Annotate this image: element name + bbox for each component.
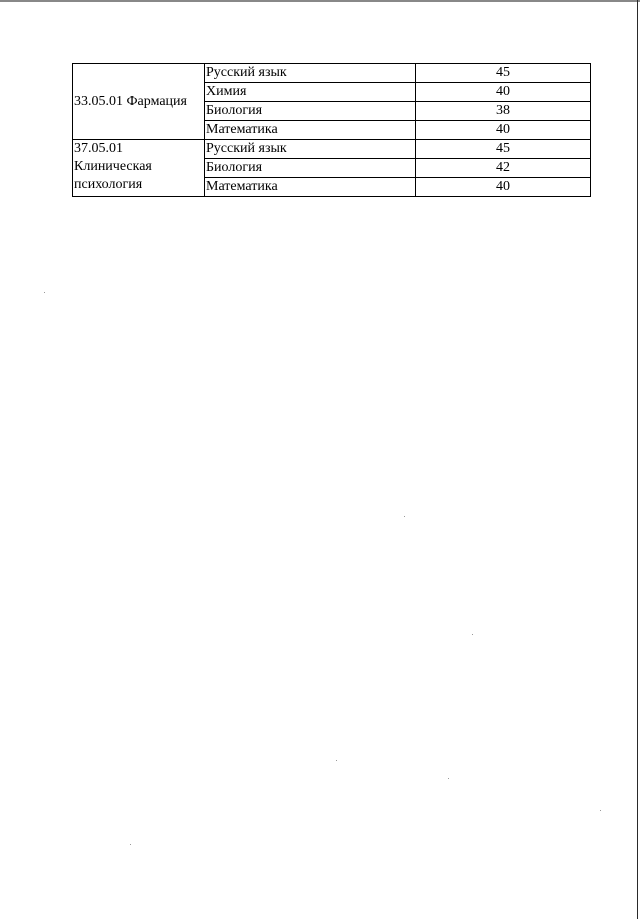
score-cell: 38 xyxy=(416,102,591,121)
score-cell: 45 xyxy=(416,140,591,159)
subject-cell: Математика xyxy=(205,121,416,140)
program-name-line: Клиническая xyxy=(74,159,152,174)
scan-speck xyxy=(448,778,449,779)
program-name-line: психология xyxy=(74,177,143,192)
score-cell: 42 xyxy=(416,159,591,178)
score-cell: 40 xyxy=(416,121,591,140)
scan-speck xyxy=(44,292,45,293)
subject-cell: Русский язык xyxy=(205,64,416,83)
subject-cell: Математика xyxy=(205,178,416,197)
scan-speck xyxy=(336,760,337,761)
program-name: 33.05.01 Фармация xyxy=(74,93,187,109)
subject-cell: Русский язык xyxy=(205,140,416,159)
scan-speck xyxy=(600,810,601,811)
program-cell xyxy=(73,140,205,197)
scan-speck xyxy=(472,634,473,635)
subject-cell: Биология xyxy=(205,102,416,121)
table-row xyxy=(73,140,591,159)
scan-edge-top xyxy=(0,0,640,2)
subject-cell: Химия xyxy=(205,83,416,102)
scan-edge-right xyxy=(637,0,638,919)
scan-speck xyxy=(404,516,405,517)
min-scores-table xyxy=(72,63,591,197)
subject-cell: Биология xyxy=(205,159,416,178)
score-cell: 45 xyxy=(416,64,591,83)
score-cell: 40 xyxy=(416,83,591,102)
score-cell: 40 xyxy=(416,178,591,197)
table-row xyxy=(73,64,591,83)
program-cell xyxy=(73,64,205,140)
program-code: 37.05.01 xyxy=(74,141,123,156)
scan-speck xyxy=(130,844,131,845)
